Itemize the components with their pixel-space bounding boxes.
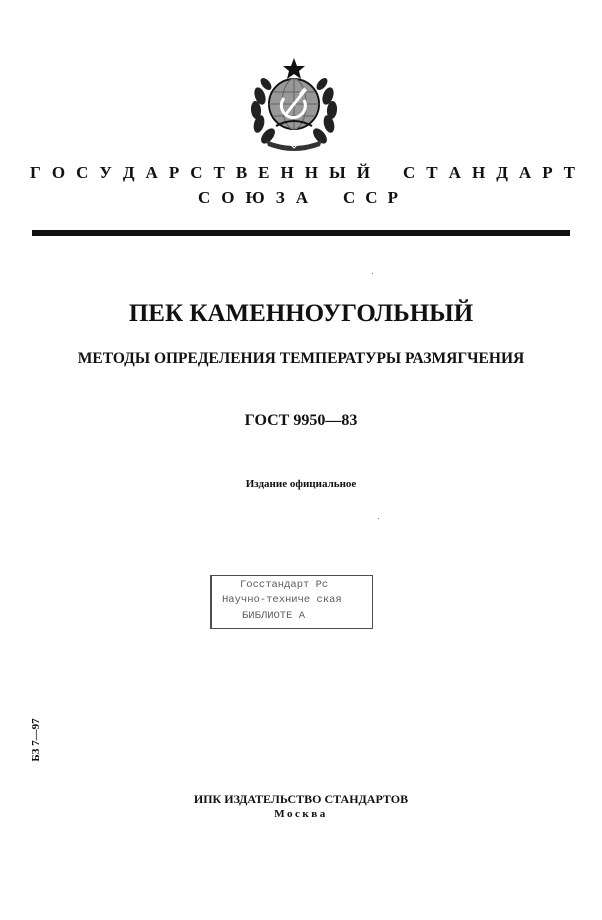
library-stamp bbox=[210, 575, 373, 629]
header-letter: О bbox=[51, 163, 66, 182]
document-title: ПЕК КАМЕННОУГОЛЬНЫЙ bbox=[128, 300, 474, 327]
header-letter: Р bbox=[542, 163, 553, 182]
header-word-soyuza bbox=[198, 188, 308, 208]
header-word-gosudarstvenny bbox=[30, 163, 370, 183]
header-letter: А bbox=[518, 163, 532, 182]
header-letter: Й bbox=[356, 163, 370, 182]
header-letter: Н bbox=[280, 163, 294, 182]
header-letter: Н bbox=[304, 163, 318, 182]
header-letter: С bbox=[365, 188, 378, 207]
header-letter: С bbox=[343, 188, 356, 207]
ussr-coat-of-arms-icon bbox=[246, 56, 342, 152]
header-letter: Н bbox=[471, 163, 486, 182]
speck bbox=[378, 518, 379, 519]
document-subtitle: МЕТОДЫ ОПРЕДЕЛЕНИЯ ТЕМПЕРАТУРЫ РАЗМЯГЧЕНИЯ bbox=[77, 350, 525, 367]
header-letter: А bbox=[145, 163, 158, 182]
header-letter: А bbox=[295, 188, 308, 207]
header-letter: Р bbox=[387, 188, 398, 207]
stamp-line-3: БИБЛИОТЕ А bbox=[242, 610, 306, 622]
edition-label: Издание официальное bbox=[245, 478, 357, 490]
publisher-city: Москва bbox=[274, 808, 328, 820]
header-divider bbox=[32, 230, 570, 236]
header-letter: В bbox=[235, 163, 248, 182]
side-code bbox=[24, 716, 44, 768]
header-word-ssr bbox=[343, 188, 398, 208]
header-letter: Т bbox=[563, 163, 575, 182]
header-letter: Ю bbox=[245, 188, 265, 207]
standard-header-line-1 bbox=[30, 163, 575, 183]
standard-header-line-2 bbox=[198, 188, 398, 208]
header-letter: У bbox=[99, 163, 112, 182]
header-letter: С bbox=[190, 163, 203, 182]
header-letter: Д bbox=[496, 163, 508, 182]
speck bbox=[372, 273, 373, 274]
header-letter: С bbox=[76, 163, 89, 182]
header-letter: Ы bbox=[328, 163, 346, 182]
stamp-line-1: Госстандарт Рс bbox=[240, 579, 329, 591]
gost-number: ГОСТ 9950—83 bbox=[244, 412, 358, 429]
header-letter: Т bbox=[426, 163, 438, 182]
publisher-name: ИПК ИЗДАТЕЛЬСТВО СТАНДАРТОВ bbox=[193, 792, 409, 806]
header-letter: А bbox=[448, 163, 461, 182]
header-letter: С bbox=[198, 188, 211, 207]
header-letter: Т bbox=[213, 163, 225, 182]
header-letter: С bbox=[403, 163, 416, 182]
stamp-line-2: Научно-техниче ская bbox=[222, 594, 342, 606]
header-letter: Е bbox=[258, 163, 270, 182]
side-code-text: БЗ 7—97 bbox=[30, 718, 42, 762]
header-letter: Г bbox=[30, 163, 41, 182]
header-letter: Д bbox=[122, 163, 135, 182]
header-word-standart bbox=[403, 163, 575, 183]
header-letter: О bbox=[221, 188, 235, 207]
header-letter: Р bbox=[168, 163, 180, 182]
header-letter: З bbox=[275, 188, 285, 207]
